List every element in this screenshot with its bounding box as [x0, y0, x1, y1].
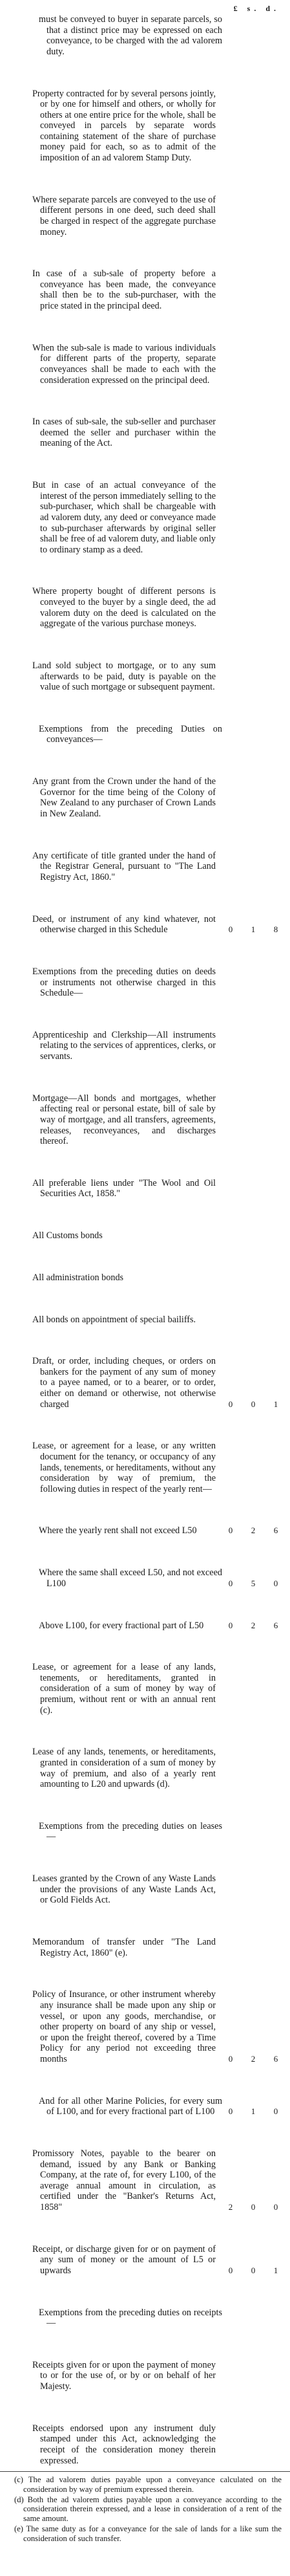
entry-amount — [223, 1399, 283, 1410]
schedule-entry — [32, 195, 216, 237]
amount-pounds: 0 — [228, 1525, 233, 1536]
entry-text: Draft, or order, including cheques, or orders on bankers for the payment of any sum of money to a payee named, or to a bearer, or to order, either on demand or otherwise, not otherwise charged — [32, 1356, 216, 1410]
amount-pence: 6 — [273, 1620, 278, 1630]
amount-shillings: 0 — [251, 1399, 256, 1409]
schedule-entry — [32, 2095, 278, 2117]
schedule-entry — [32, 1356, 278, 1410]
schedule-entry — [32, 2308, 222, 2329]
amount-pounds: 0 — [228, 2265, 233, 2275]
entry-text: All administration bonds — [32, 1272, 124, 1283]
schedule-entry — [32, 1662, 216, 1716]
schedule-entry — [32, 1230, 216, 1241]
footnotes — [14, 2475, 282, 2544]
schedule-entry — [32, 1747, 216, 1789]
schedule-entry — [32, 1030, 216, 1062]
amount-pence: 0 — [273, 2106, 278, 2117]
schedule-entry — [32, 1989, 278, 2064]
schedule-entry — [32, 89, 216, 164]
entry-text: Lease, or agreement for a lease, or any written document for the tenancy, or occupancy of any lands, tenements, or hereditaments, without any consideration by way of premium, the following duties in respect of the yearly rent— — [32, 1441, 216, 1494]
amount-pence: 6 — [273, 2053, 278, 2064]
entry-text: All bonds on appointment of special bailiffs. — [32, 1314, 196, 1325]
schedule-entry — [32, 1620, 278, 1632]
footnote-divider — [0, 2471, 290, 2472]
amount-shillings: 2 — [251, 1525, 256, 1536]
entry-amount — [223, 1621, 283, 1632]
entry-text: must be conveyed to buyer in separate parcels, so that a distinct price may be expressed on each conveyance, to be charged with the ad valorem duty. — [39, 14, 222, 57]
entry-text: Where separate parcels are conveyed to the use of different persons in one deed, such deed shall be charged in respect of the aggregate purchase money. — [32, 194, 216, 237]
entry-text: When the sub-sale is made to various individuals for different parts of the property, separate conveyances shall be made to each with the consideration expressed on the principal deed. — [32, 342, 216, 386]
schedule-entry — [32, 1873, 216, 1906]
amount-pounds: 0 — [228, 2053, 233, 2064]
schedule-entry — [32, 1441, 216, 1494]
schedule-entry — [32, 2360, 216, 2392]
amount-shillings: 1 — [251, 2106, 256, 2117]
schedule-entry — [32, 660, 216, 693]
entry-text: Any certificate of title granted under the hand of the Registrar General, pursuant to "The Land Registry Act, 1860." — [32, 850, 216, 882]
schedule-entries — [32, 14, 284, 2466]
entry-text: Where property bought of different persons is conveyed to the buyer by a single deed, the ad valorem duty on the deed is calculated on the aggregate of the various purchase moneys. — [32, 586, 216, 629]
entry-text: Deed, or instrument of any kind whatever, not otherwise charged in this Schedule — [32, 913, 216, 935]
entry-amount — [223, 1578, 283, 1589]
amount-pounds: 0 — [228, 1578, 233, 1588]
entry-text: Mortgage—All bonds and mortgages, whether affecting real or personal estate, bill of sale by way of mortgage, and all transfers, agreements, releases, reconveyances, and discharges thereof. — [32, 1093, 216, 1147]
entry-text: Memorandum of transfer under "The Land Registry Act, 1860" (e). — [32, 1937, 216, 1958]
schedule-entry — [32, 2148, 278, 2213]
entry-text: But in case of an actual conveyance of the interest of the person immediately selling to the sub-purchaser, which shall be chargeable with ad valorem duty, any deed or conveyance made to sub-purchaser afterwards by original seller shall be free of ad valorem duty, and liable only to ordinary stamp as a deed. — [32, 480, 216, 555]
entry-text: Promissory Notes, payable to the bearer on demand, issued by any Bank or Banking Company, at the rate of, for every L100, of the average annual amount in circulation, as certified under the "Banker's Returns Act, 1858" — [32, 2148, 216, 2212]
schedule-entry — [32, 2243, 278, 2276]
entry-text: Receipts endorsed upon any instrument duly stamped under this Act, acknowledging the receipt of the consideration money therein expressed. — [32, 2423, 216, 2466]
schedule-entry — [32, 724, 222, 745]
amount-pence: 1 — [273, 2265, 278, 2275]
entry-text: In case of a sub-sale of property before a conveyance has been made, the conveyance shall then be to the sub-purchaser, with the price stated in the principal deed. — [32, 268, 216, 312]
amount-pence: 0 — [273, 1578, 278, 1588]
amount-pounds: 0 — [228, 924, 233, 935]
entry-text: Where the same shall exceed L50, and not exceed L100 — [39, 1567, 222, 1589]
entry-text: Above L100, for every fractional part of L50 — [39, 1620, 204, 1631]
schedule-entry — [32, 1937, 216, 1958]
entry-text: Lease of any lands, tenements, or hereditaments, granted in consideration of a sum of money by way of premium, and also of a yearly rent amounting to L20 and upwards (d). — [32, 1747, 216, 1790]
schedule-entry — [32, 966, 216, 999]
schedule-entry — [32, 776, 216, 819]
entry-text: Any grant from the Crown under the hand of the Governor for the time being of the Colony of New Zealand to any purchaser of Crown Lands in New Zealand. — [32, 776, 216, 819]
amount-shillings: 2 — [251, 1620, 256, 1630]
entry-text: All Customs bonds — [32, 1230, 103, 1241]
entry-text: Apprenticeship and Clerkship—All instruments relating to the services of apprentices, clerks, or servants. — [32, 1029, 216, 1062]
schedule-entry — [32, 480, 216, 555]
entry-text: Exemptions from the preceding Duties on conveyances— — [39, 723, 222, 745]
entry-text: Exemptions from the preceding duties on deeds or instruments not otherwise charged in this Schedule— — [32, 966, 216, 999]
schedule-entry — [32, 1315, 216, 1326]
amount-shillings: 0 — [251, 2265, 256, 2275]
entry-text: Policy of Insurance, or other instrument whereby any insurance shall be made upon any ship or vessel, or upon any goods, merchandise, or other property on board of any ship or vessel, or upon the freight thereof, covered by a Time Policy for any period not exceeding three months — [32, 1989, 216, 2064]
schedule-entry — [32, 1525, 278, 1536]
schedule-entry — [32, 343, 216, 386]
schedule-entry — [32, 851, 216, 883]
entry-text: All preferable liens under "The Wool and Oil Securities Act, 1858." — [32, 1177, 216, 1199]
footnote: (e) The same duty as for a conveyance for the sale of lands for a like sum the consideration of such transfer. — [14, 2524, 282, 2543]
amount-pounds: 0 — [228, 1620, 233, 1630]
entry-amount — [223, 2054, 283, 2065]
amount-shillings: 2 — [251, 2053, 256, 2064]
schedule-entry — [32, 913, 278, 935]
entry-text: And for all other Marine Policies, for every sum of L100, and for every fractional part of L100 — [39, 2095, 222, 2117]
schedule-entry — [32, 1093, 216, 1147]
schedule-entry — [32, 1272, 216, 1283]
entry-amount — [223, 2265, 283, 2276]
entry-amount — [223, 1525, 283, 1536]
entry-text: Leases granted by the Crown of any Waste Lands under the provisions of any Waste Lands Act, or Gold Fields Act. — [32, 1873, 216, 1906]
amount-pounds: 2 — [228, 2201, 233, 2212]
amount-shillings: 5 — [251, 1578, 256, 1588]
entry-text: Exemptions from the preceding duties on receipts— — [39, 2307, 222, 2329]
entry-text: Lease, or agreement for a lease of any lands, tenements, or hereditaments, granted in consideration of a sum of money by way of premium, without rent or with an annual rent (c). — [32, 1662, 216, 1716]
entry-text: Land sold subject to mortgage, or to any sum afterwards to be paid, duty is payable on the value of such mortgage or subsequent payment. — [32, 660, 216, 693]
amount-pence: 1 — [273, 1399, 278, 1409]
schedule-entry — [32, 14, 222, 57]
schedule-entry — [32, 2423, 216, 2466]
entry-amount — [223, 2202, 283, 2213]
footnote: (c) The ad valorem duties payable upon a conveyance calculated on the consideration by way of premium expressed therein. — [14, 2475, 282, 2494]
entry-text: Receipts given for or upon the payment of money to or for the use of, or by or on behalf of her Majesty. — [32, 2359, 216, 2392]
amount-pence: 0 — [273, 2201, 278, 2212]
amount-pounds: 0 — [228, 2106, 233, 2117]
entry-text: Exemptions from the preceding duties on leases— — [39, 1820, 222, 1842]
amount-shillings: 1 — [251, 924, 256, 935]
entry-amount — [223, 2106, 283, 2117]
amount-pounds: 0 — [228, 1399, 233, 1409]
schedule-entry — [32, 1178, 216, 1199]
amount-pence: 6 — [273, 1525, 278, 1536]
schedule-entry — [32, 1567, 278, 1589]
schedule-entry — [32, 1821, 222, 1842]
amount-pence: 8 — [273, 924, 278, 935]
entry-text: Property contracted for by several persons jointly, or by one for himself and others, or wholly for others at one entire price for the whole, shall be conveyed in parcels by separate words containing statement of the share of purchase money paid for each, so as to admit of the imposition of an ad valorem Stamp Duty. — [32, 88, 216, 164]
amount-shillings: 0 — [251, 2201, 256, 2212]
column-header-currency: £ s. d. — [233, 4, 280, 13]
footnote: (d) Both the ad valorem duties payable upon a conveyance according to the consideration therein expressed, and a lease in consideration of a rent of the same amount. — [14, 2494, 282, 2524]
entry-amount — [223, 924, 283, 935]
schedule-entry — [32, 586, 216, 629]
entry-text: Receipt, or discharge given for or on payment of any sum of money or the amount of L5 or upwards — [32, 2243, 216, 2276]
entry-text: In cases of sub-sale, the sub-seller and purchaser deemed the seller and purchaser within the meaning of the Act. — [32, 417, 216, 449]
entry-text: Where the yearly rent shall not exceed L50 — [39, 1525, 197, 1536]
schedule-entry — [32, 268, 216, 311]
schedule-entry — [32, 417, 216, 449]
